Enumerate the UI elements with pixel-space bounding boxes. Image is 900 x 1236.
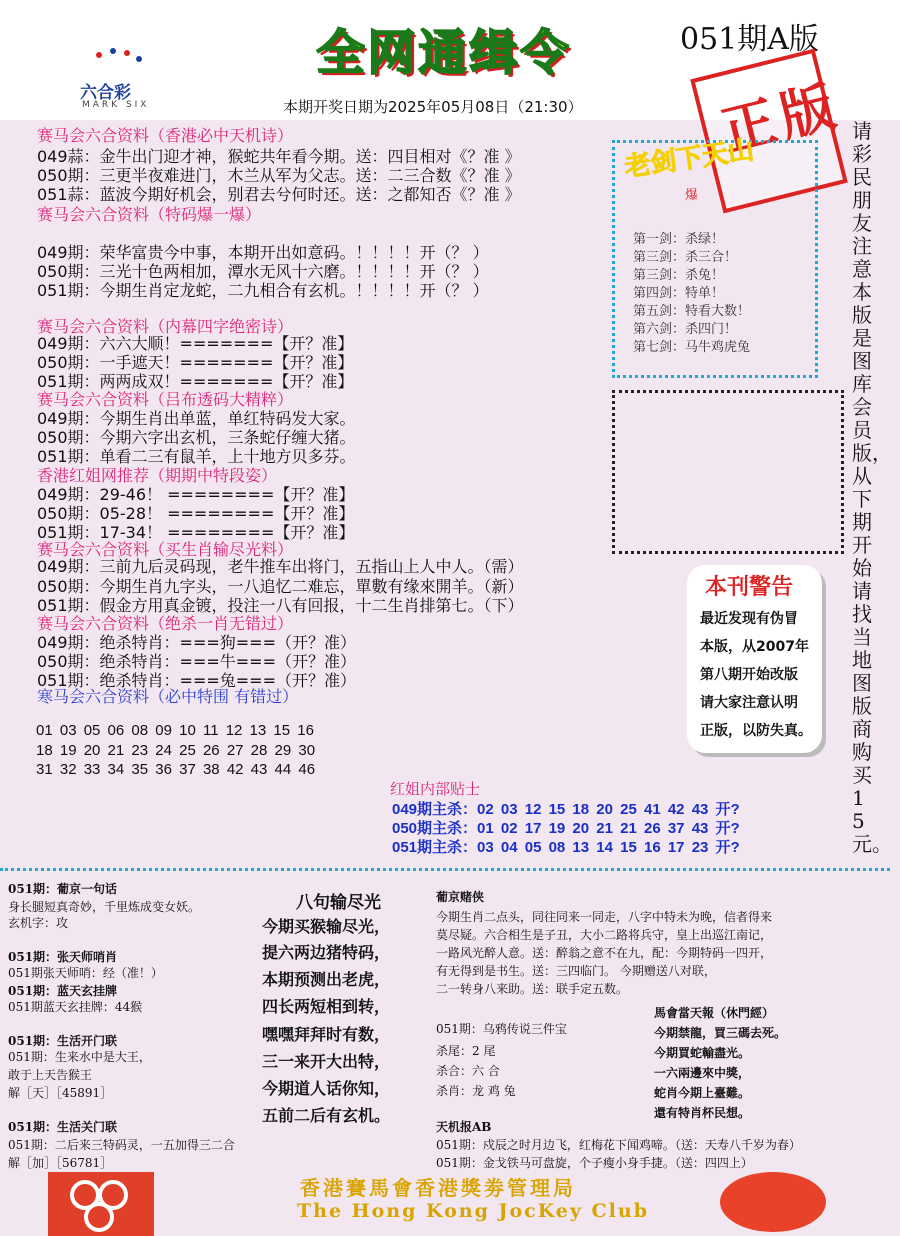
bottom-line: 051期：葡京一句话 bbox=[8, 882, 118, 896]
bottom-line: 身长腿短真奇妙，千里炼成变女妖。 bbox=[8, 900, 201, 914]
bottom-line: 葡京赌侠 bbox=[436, 890, 485, 904]
left-column-line: 049期：今期生肖出单蓝，单红特码发大家。 bbox=[37, 409, 356, 428]
warning-line: 最近发现有伪冒 bbox=[700, 611, 798, 627]
poem-line: 提六两边猪特码， bbox=[262, 943, 391, 962]
logo-dot-icon bbox=[124, 50, 130, 56]
sword-box-title: 老剑下天山 bbox=[622, 135, 756, 183]
bottom-line: 杀尾：2 尾 bbox=[436, 1044, 496, 1058]
sword-item: 第四剑：特单！ bbox=[633, 286, 725, 301]
logo-subtitle: MARK SIX bbox=[82, 100, 150, 110]
authentic-stamp-text: 正版 bbox=[715, 73, 847, 164]
bottom-line: 二一转身八来助。送：联手定五数。 bbox=[436, 982, 629, 996]
bottom-line: 解［天］［45891］ bbox=[8, 1086, 113, 1100]
bottom-line: 今期買蛇輸盡光。 bbox=[654, 1046, 751, 1060]
left-column-line: 049期：29-46！ ========【开？准】 bbox=[37, 485, 355, 504]
left-column-line: 050期：绝杀特肖：===牛===（开？准） bbox=[37, 652, 356, 671]
logo-dot-icon bbox=[110, 48, 116, 54]
bottom-line: 051期：乌鸦传说三件宝 bbox=[436, 1022, 567, 1036]
logo-dot-icon bbox=[136, 56, 142, 62]
left-column-line: 049蒜：金牛出门迎才神，猴蛇共年看今期。送：四目相对《？准 》 bbox=[37, 147, 521, 166]
warning-line: 正版，以防失真。 bbox=[700, 723, 812, 739]
poem-line: 今期道人话你知， bbox=[262, 1079, 391, 1098]
section-heading: 赛马会六合资料（绝杀一肖无错过） bbox=[37, 614, 294, 633]
section-divider bbox=[0, 868, 890, 871]
bottom-line: 051期：金戈铁马可盘旋，个子瘦小身手捷。（送：四四上） bbox=[436, 1156, 753, 1170]
bottom-line: 051期：张天师哨肖 bbox=[8, 950, 118, 964]
hkjc-emblem-icon bbox=[720, 1172, 826, 1232]
poem-line: 今期买猴输尽光， bbox=[262, 917, 391, 936]
bottom-line: 051期：生来水中是大王， bbox=[8, 1050, 151, 1064]
section-heading: 赛马会六合资料（买生肖输尽光料） bbox=[37, 540, 294, 559]
issue-label: 051期A版 bbox=[680, 22, 819, 57]
sword-item: 第三剑：杀三合！ bbox=[633, 250, 738, 265]
left-column-line: 049期：荣华富贵今中事，本期开出如意码。！！！！开（？ ） bbox=[37, 243, 489, 262]
bottom-line: 051期：戍辰之时月边飞，红梅花下闻鸡啼。（送：天寿八千岁为春） bbox=[436, 1138, 801, 1152]
left-column-line: 050期：05-28！ ========【开？准】 bbox=[37, 504, 355, 523]
left-column-line: 051期：假金方用真金镀，投注一八有回报，十二生肖排第七。（下） bbox=[37, 596, 524, 615]
warning-line: 第八期开始改版 bbox=[700, 667, 798, 683]
logo-title: 六合彩 bbox=[80, 83, 131, 103]
sword-box-badge: 爆 bbox=[685, 188, 699, 203]
section-heading: 赛马会六合资料（特码爆一爆） bbox=[37, 205, 262, 224]
left-column-line: 051期：17-34！ ========【开？准】 bbox=[37, 523, 355, 542]
poem-title: 八句输尽光 bbox=[296, 893, 381, 913]
warning-line: 本版，从2007年 bbox=[700, 639, 809, 655]
draw-date: 本期开奖日期为2025年05月08日（21:30） bbox=[283, 98, 583, 116]
warning-title: 本刊警告 bbox=[705, 575, 794, 600]
left-column-line: 051期：单看二三有鼠羊，上十地方贝多芬。 bbox=[37, 447, 356, 466]
poem-line: 嘿嘿拜拜时有数， bbox=[262, 1025, 391, 1044]
number-row: 31 32 33 34 35 36 37 38 42 43 44 46 bbox=[36, 761, 316, 778]
ring-icon bbox=[84, 1202, 114, 1232]
section-heading: 赛马会六合资料（香港必中天机诗） bbox=[37, 126, 294, 145]
bottom-line: 馬會當天報（休門經） bbox=[654, 1006, 775, 1020]
left-column-line: 050期：今期生肖九字头，一八追忆二难忘，單數有缘來開羊。（新） bbox=[37, 577, 524, 596]
number-row: 18 19 20 21 23 24 25 26 27 28 29 30 bbox=[36, 742, 316, 759]
bottom-line: 有无得到是书生。送：三四临门。 今期赠送八对联， bbox=[436, 964, 716, 978]
left-column-line: 049期：六六大顺！=======【开？准】 bbox=[37, 334, 354, 353]
left-column-line: 050期：一手遮天！=======【开？准】 bbox=[37, 353, 354, 372]
insider-title: 红姐内部贴士 bbox=[390, 780, 481, 798]
sword-item: 第六剑：杀四门！ bbox=[633, 322, 738, 337]
poem-line: 四长两短相到转， bbox=[262, 997, 391, 1016]
kill-row: 050期主杀：01 02 17 19 20 21 21 26 37 43 开? bbox=[392, 820, 740, 837]
kill-row: 049期主杀：02 03 12 15 18 20 25 41 42 43 开? bbox=[392, 801, 740, 818]
bottom-line: 051期：蓝天玄挂牌 bbox=[8, 984, 118, 998]
left-column-line: 049期：绝杀特肖：===狗===（开？准） bbox=[37, 633, 356, 652]
sword-item: 第七剑：马牛鸡虎兔 bbox=[633, 340, 751, 355]
poem-line: 五前二后有玄机。 bbox=[262, 1106, 391, 1125]
bottom-line: 天机报AB bbox=[436, 1120, 492, 1134]
bottom-line: 051期：生活开门联 bbox=[8, 1034, 118, 1048]
warning-line: 请大家注意认明 bbox=[700, 695, 798, 711]
bottom-line: 今期禁龍，買三碼去死。 bbox=[654, 1026, 787, 1040]
left-column-line: 050期：三更半夜难进门，木兰从军为父志。送：二三合数《？准 》 bbox=[37, 166, 521, 185]
bottom-line: 杀合：六 合 bbox=[436, 1064, 500, 1078]
footer-english-name: The Hong Kong JocKey Club bbox=[297, 1200, 649, 1222]
bottom-line: 莫尽疑。六合相生是子丑，大小二路将兵守，皇上出巡江南记， bbox=[436, 928, 773, 942]
sword-item: 第三剑：杀兔！ bbox=[633, 268, 725, 283]
empty-dotted-box bbox=[612, 390, 844, 554]
bottom-line: 一路风光醉人意。送：醉翁之意不在九，配：今期特码一四开， bbox=[436, 946, 773, 960]
section-heading: 寒马会六合资料（必中特围 有错过） bbox=[37, 687, 299, 706]
logo-dot-icon bbox=[96, 52, 102, 58]
bottom-line: 蛇肖今期上臺難。 bbox=[654, 1086, 751, 1100]
poem-line: 三一来开大出特， bbox=[262, 1052, 391, 1071]
bottom-line: 還有特肖杯民想。 bbox=[654, 1106, 751, 1120]
bottom-line: 解［加］［56781］ bbox=[8, 1156, 113, 1170]
left-column-line: 050期：三光十色两相加，潭水无风十六磨。！！！！开（？ ） bbox=[37, 262, 489, 281]
left-column-line: 049期：三前九后灵码现，老牛推车出将门，五指山上人中人。（需） bbox=[37, 557, 524, 576]
sword-item: 第一剑：杀绿！ bbox=[633, 232, 725, 247]
bottom-line: 051期张天师哨：经（准！） bbox=[8, 966, 163, 980]
section-heading: 赛马会六合资料（内幕四字绝密诗） bbox=[37, 317, 294, 336]
left-column-line: 051期：两两成双！=======【开？准】 bbox=[37, 372, 354, 391]
left-column-line: 051期：绝杀特肖：===兔===（开？准） bbox=[37, 671, 356, 690]
poem-line: 本期预测出老虎， bbox=[262, 970, 391, 989]
footer-chinese-name: 香港賽馬會香港獎劵管理局 bbox=[300, 1176, 576, 1200]
bottom-line: 051期：二后来三特码灵，一五加得三二合 bbox=[8, 1138, 235, 1152]
sword-item: 第五剑：特看大数！ bbox=[633, 304, 751, 319]
bottom-line: 杀肖：龙 鸡 兔 bbox=[436, 1084, 516, 1098]
left-column-line: 051期：今期生肖定龙蛇，二九相合有玄机。！！！！开（？ ） bbox=[37, 281, 489, 300]
bottom-line: 051期：生活关门联 bbox=[8, 1120, 118, 1134]
bottom-line: 今期生肖二点头，同往同来一同走，八字中特未为晚，信者得来 bbox=[436, 910, 773, 924]
number-row: 01 03 05 06 08 09 10 11 12 13 15 16 bbox=[36, 722, 314, 739]
bottom-line: 玄机字：攻 bbox=[8, 916, 69, 930]
left-column-line: 051蒜：蓝波今期好机会，别君去兮何时还。送：之都知否《？准 》 bbox=[37, 185, 521, 204]
kill-row: 051期主杀：03 04 05 08 13 14 15 16 17 23 开? bbox=[392, 839, 740, 856]
bottom-line: 一六兩邊來中獎， bbox=[654, 1066, 751, 1080]
left-column-line: 050期：今期六字出玄机，三条蛇仔缠大猪。 bbox=[37, 428, 356, 447]
section-heading: 香港红姐网推荐（期期中特段姿） bbox=[37, 466, 278, 485]
bottom-line: 051期蓝天玄挂牌：44猴 bbox=[8, 1000, 143, 1014]
hkjc-rings-logo bbox=[48, 1172, 154, 1236]
bottom-line: 敢于上天告猴王 bbox=[8, 1068, 93, 1082]
section-heading: 赛马会六合资料（吕布透码大精粹） bbox=[37, 390, 294, 409]
page-title: 全网通缉令 bbox=[316, 25, 572, 81]
vertical-notice: 请彩民朋友注意本版是图库会员版，从下期开始请找当地图版商购买15元。 bbox=[852, 119, 892, 856]
